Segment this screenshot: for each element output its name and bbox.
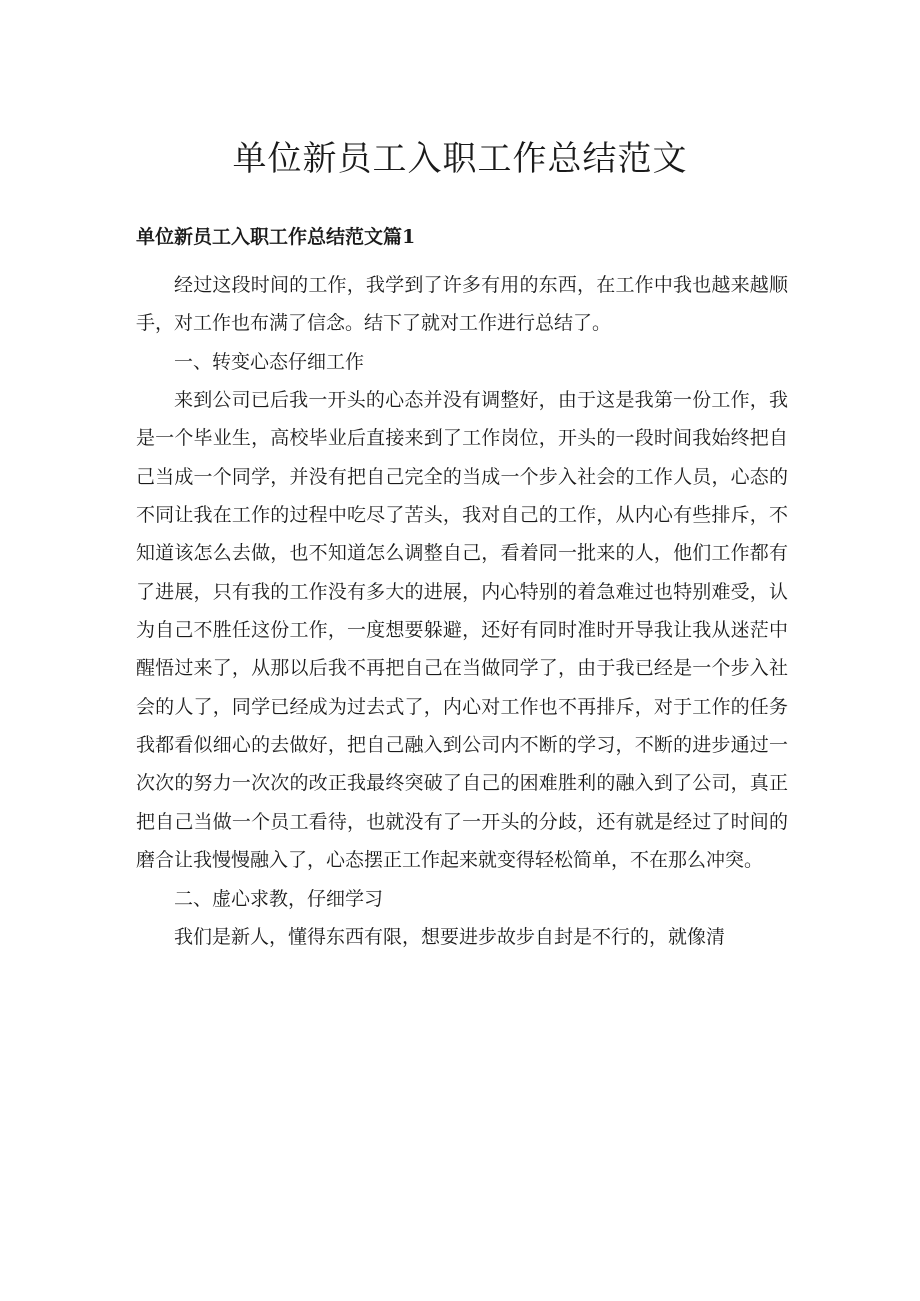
paragraph-one: 来到公司已后我一开头的心态并没有调整好，由于这是我第一份工作，我是一个毕业生，高校毕业后直接来到了工作岗位，开头的一段时间我始终把自己当成一个同学，并没有把自己完全的当成一个步入社会的工作人员，心态的不同让我在工作的过程中吃尽了苦头，我对自己的工作，从内心有些排斥，不知道该怎么去做，也不知道怎么调整自己，看着同一批来的人，他们工作都有了进展，只有我的工作没有多大的进展，内心特别的着急难过也特别难受，认为自己不胜任这份工作，一度想要躲避，还好有同时准时开导我让我从迷茫中醒悟过来了，从那以后我不再把自己在当做同学了，由于我已经是一个步入社会的人了，同学已经成为过去式了，内心对工作也不再排斥，对于工作的任务我都看似细心的去做好，把自己融入到公司内不断的学习，不断的进步通过一次次的努力一次次的改正我最终突破了自己的困难胜利的融入到了公司，真正把自己当做一个员工看待，也就没有了一开头的分歧，还有就是经过了时间的磨合让我慢慢融入了，心态摆正工作起来就变得轻松简单，不在那么冲突。 [136, 389, 788, 872]
subheading-two: 二、虚心求教，仔细学习 [174, 887, 384, 910]
paragraph-two: 我们是新人，懂得东西有限，想要进步故步自封是不行的，就像清 [174, 925, 726, 948]
intro-paragraph: 经过这段时间的工作，我学到了许多有用的东西，在工作中我也越来越顺手，对工作也布满了信念。结下了就对工作进行总结了。 [136, 274, 788, 335]
document-title: 单位新员工入职工作总结范文 [232, 139, 688, 179]
section-heading: 单位新员工入职工作总结范文篇1 [136, 226, 416, 248]
document-body [136, 266, 788, 956]
subheading-one: 一、转变心态仔细工作 [174, 350, 365, 373]
